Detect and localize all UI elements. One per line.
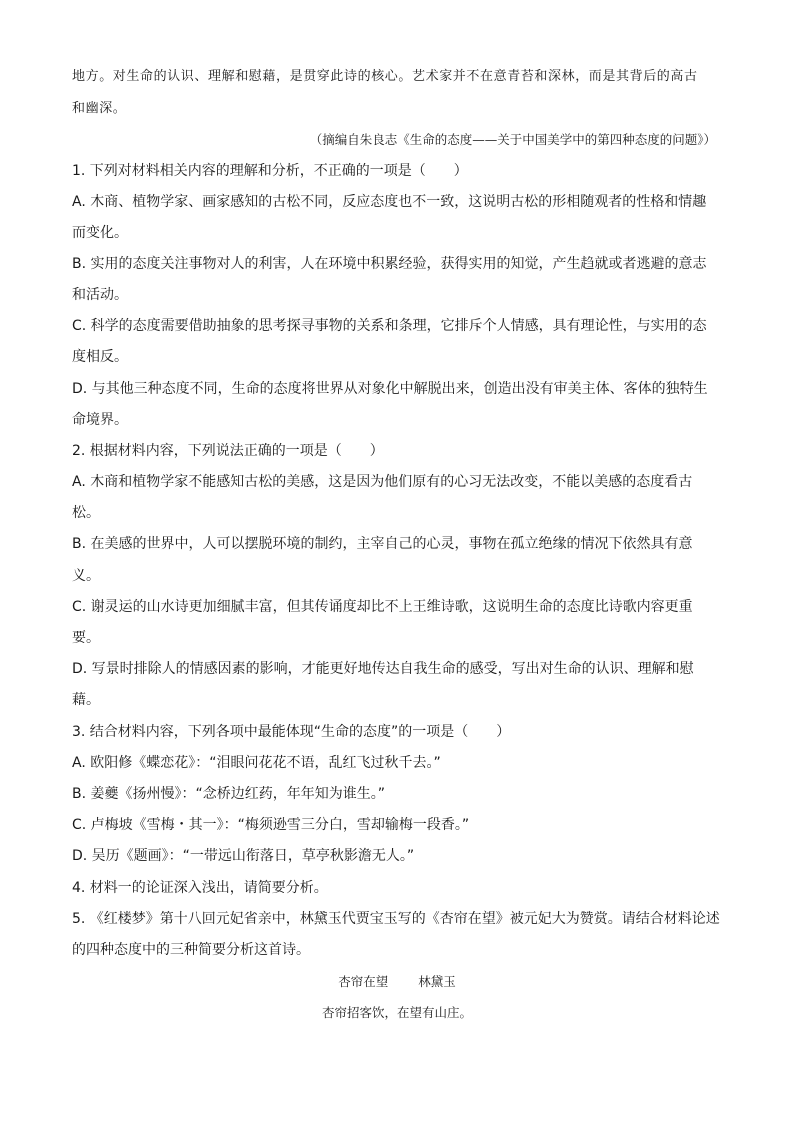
question-3-stem: 3. 结合材料内容，下列各项中最能体现“生命的态度”的一项是（ ） — [72, 724, 511, 740]
question-2-option-b: B. 在美感的世界中，人可以摆脱环境的制约，主宰自己的心灵，事物在孤立绝缘的情况下依然具有意 — [72, 536, 693, 552]
passage-line: 地方。对生命的认识、理解和慰藉，是贯穿此诗的核心。艺术家并不在意青苔和深林，而是其背后的高古 — [72, 69, 698, 84]
question-1-stem: 1. 下列对材料相关内容的理解和分析，不正确的一项是（ ） — [72, 163, 468, 179]
passage-line: 和幽深。 — [72, 101, 127, 116]
poem-heading — [0, 971, 794, 993]
question-5-stem: 5. 《红楼梦》第十八回元妃省亲中，林黛玉代贾宝玉写的《杏帘在望》被元妃大为赞赏。请结合材料论述 — [72, 911, 720, 927]
question-1-option-a: A. 木商、植物学家、画家感知的古松不同，反应态度也不一致，这说明古松的形相随观者的性格和情趣 — [72, 194, 707, 210]
question-2-option-a-cont: 松。 — [72, 505, 100, 521]
question-1-option-c-cont: 度相反。 — [72, 349, 128, 365]
poem-author: 林黛玉 — [418, 974, 456, 989]
question-2-option-d-cont: 藉。 — [72, 692, 100, 708]
question-2-option-c-cont: 要。 — [72, 630, 100, 646]
passage-source: （摘编自朱良志《生命的态度——关于中国美学中的第四种态度的问题》） — [309, 132, 716, 147]
question-5-stem-cont: 的四种态度中的三种简要分析这首诗。 — [72, 942, 310, 958]
question-4-stem: 4. 材料一的论证深入浅出，请简要分析。 — [72, 880, 328, 896]
question-1-option-c: C. 科学的态度需要借助抽象的思考探寻事物的关系和条理，它排斥个人情感，具有理论性，与实用的态 — [72, 318, 707, 334]
question-1-option-b: B. 实用的态度关注事物对人的利害，人在环境中积累经验，获得实用的知觉，产生趋就或者逃避的意志 — [72, 256, 707, 272]
question-2-option-d: D. 写景时排除人的情感因素的影响，才能更好地传达自我生命的感受，写出对生命的认识、理解和慰 — [72, 661, 694, 677]
question-1-option-d-cont: 命境界。 — [72, 412, 128, 428]
question-2-option-b-cont: 义。 — [72, 568, 100, 584]
question-1-option-a-cont: 而变化。 — [72, 225, 128, 241]
question-2-stem: 2. 根据材料内容，下列说法正确的一项是（ ） — [72, 443, 384, 459]
question-3-option-c: C. 卢梅坡《雪梅・其一》：“梅须逊雪三分白，雪却输梅一段香。” — [72, 817, 470, 833]
question-1-option-b-cont: 和活动。 — [72, 287, 128, 303]
question-1-option-d: D. 与其他三种态度不同，生命的态度将世界从对象化中解脱出来，创造出没有审美主体、客体的独特生 — [72, 381, 708, 397]
question-2-option-c: C. 谢灵运的山水诗更加细腻丰富，但其传诵度却比不上王维诗歌，这说明生命的态度比诗歌内容更重 — [72, 599, 693, 615]
poem-line: 杏帘招客饮，在望有山庄。 — [321, 1005, 472, 1020]
question-2-option-a: A. 木商和植物学家不能感知古松的美感，这是因为他们原有的心习无法改变，不能以美感的态度看古 — [72, 474, 693, 490]
poem-title: 杏帘在望 — [338, 974, 389, 989]
question-3-option-b: B. 姜夔《扬州慢》：“念桥边红药，年年知为谁生。” — [72, 786, 386, 802]
question-3-option-a: A. 欧阳修《蝶恋花》：“泪眼问花花不语，乱红飞过秋千去。” — [72, 755, 441, 771]
question-3-option-d: D. 吴历《题画》：“一带远山衔落日，草亭秋影澹无人。” — [72, 848, 415, 864]
